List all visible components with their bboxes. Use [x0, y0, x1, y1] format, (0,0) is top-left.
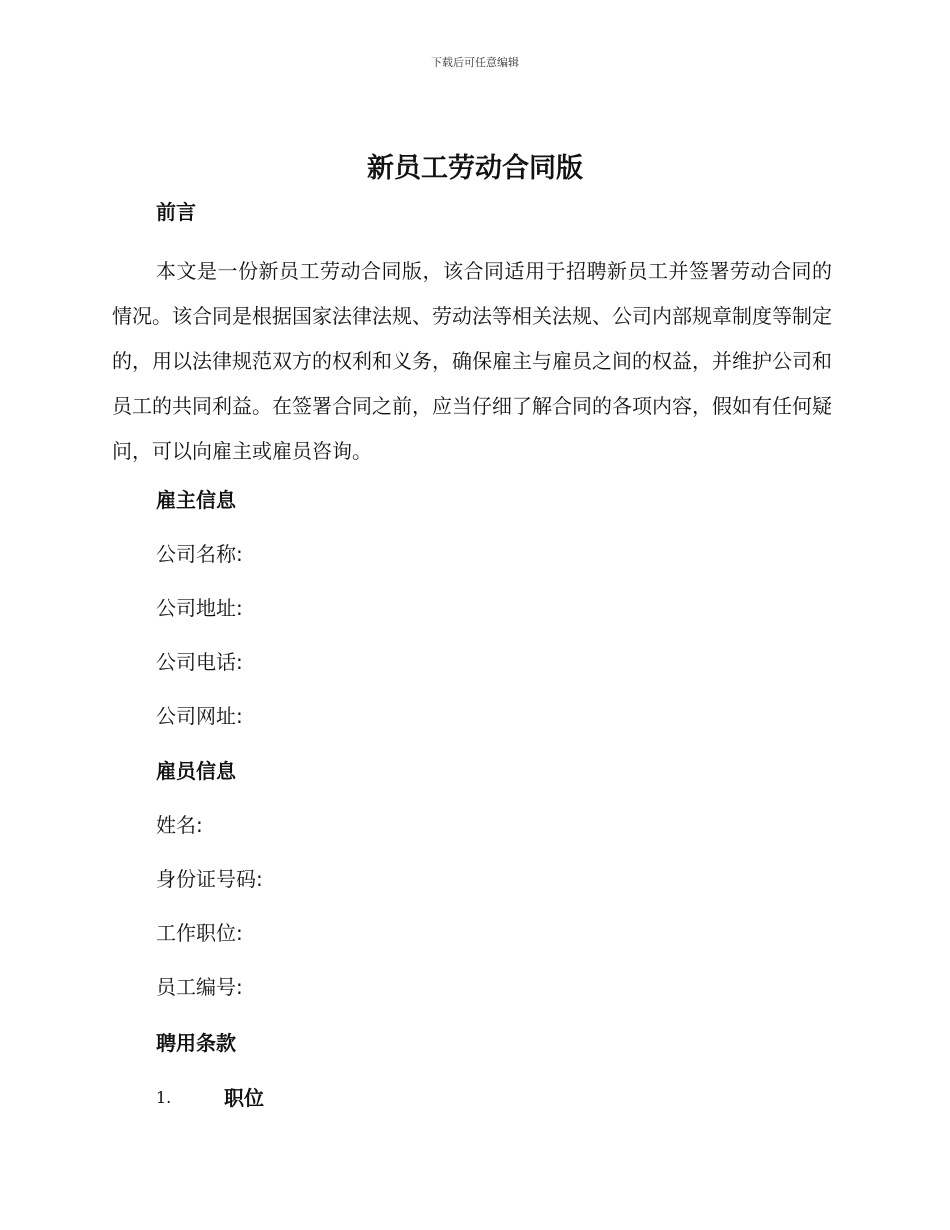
company-website-field: 公司网址: [156, 704, 243, 728]
employer-info-heading: 雇主信息 [156, 488, 236, 512]
list-item-label: 职位 [224, 1086, 264, 1110]
document-title: 新员工劳动合同版 [367, 153, 583, 184]
job-position-field: 工作职位: [156, 921, 243, 945]
preface-body: 本文是一份新员工劳动合同版，该合同适用于招聘新员工并签署劳动合同的情况。该合同是根据国家法律法规、劳动法等相关法规、公司内部规章制度等制定的，用以法律规范双方的权利和义务，确保雇主与雇员之间的权益，并维护公司和员工的共同利益。在签署合同之前，应当仔细了解合同的各项内容，假如有任何疑问，可以向雇主或雇员咨询。 [112, 259, 832, 463]
list-item [156, 1084, 264, 1112]
employee-info-heading: 雇员信息 [156, 759, 236, 783]
employment-terms-heading: 聘用条款 [156, 1031, 236, 1055]
preface-heading: 前言 [156, 200, 196, 224]
company-name-field: 公司名称: [156, 542, 243, 566]
employee-name-field: 姓名: [156, 813, 203, 837]
company-address-field: 公司地址: [156, 596, 243, 620]
list-item-number: 1. [156, 1088, 172, 1107]
company-phone-field: 公司电话: [156, 650, 243, 674]
employee-number-field: 员工编号: [156, 975, 243, 999]
id-number-field: 身份证号码: [156, 867, 263, 891]
page-header-note: 下载后可任意编辑 [431, 56, 519, 69]
